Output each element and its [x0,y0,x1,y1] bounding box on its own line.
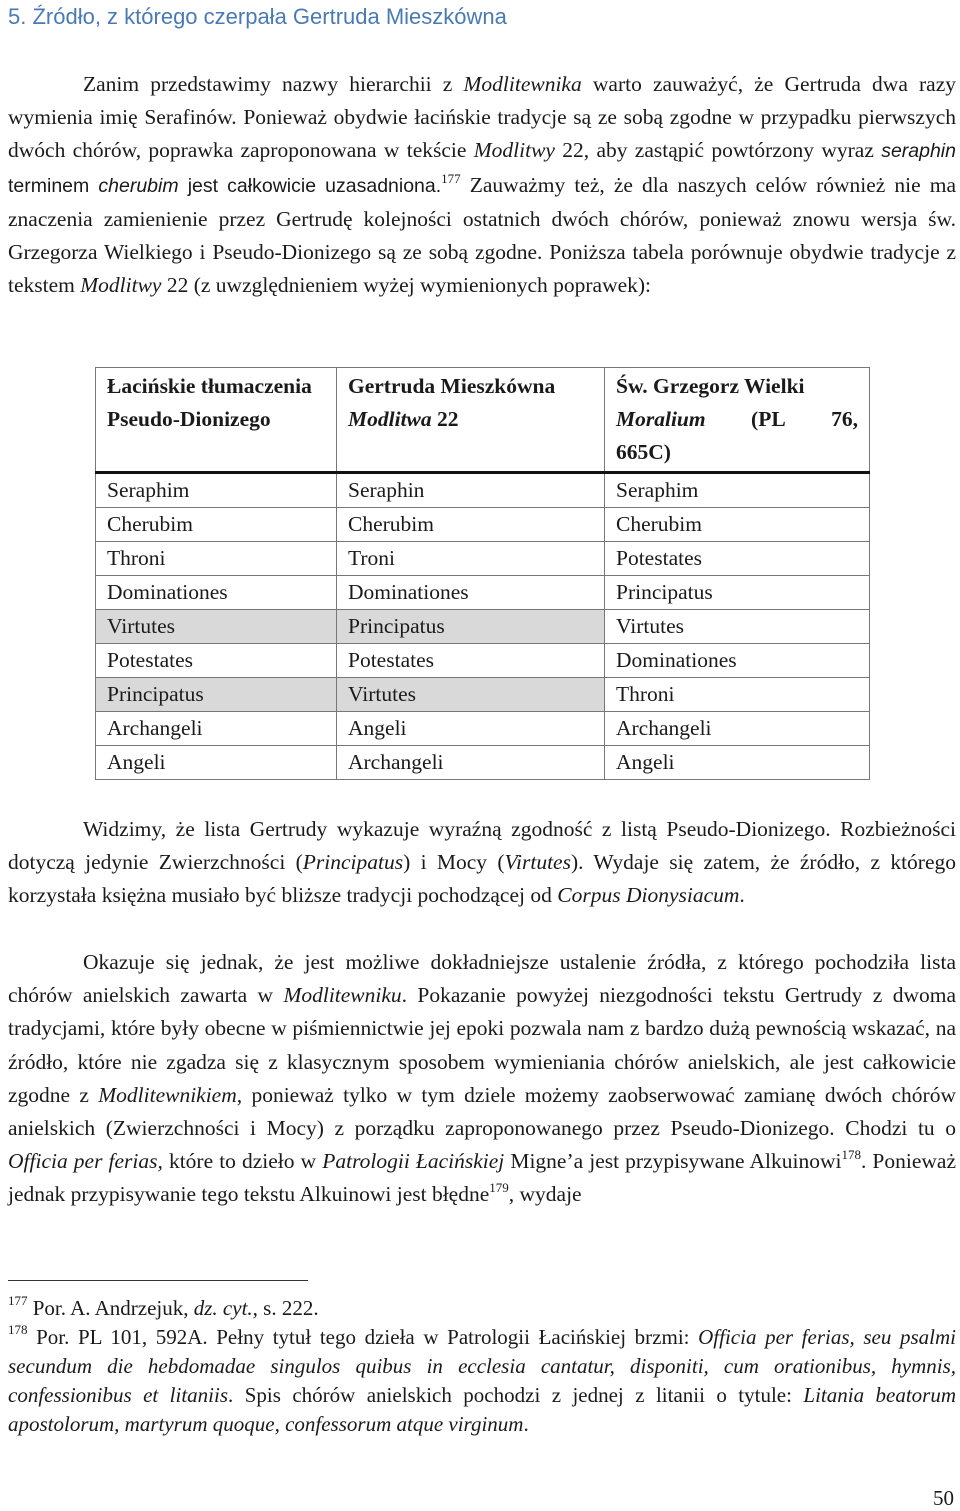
italic-run: dz. cyt. [193,1296,253,1320]
table-row [96,644,870,678]
header-gregory [605,368,870,473]
text-run: Okazuje się jednak, że jest możliwe dokładniejsze ustalenie źródła, z którego pochodziła lista chórów anielskich zawarta w [8,950,956,1008]
table-cell: Archangeli [605,712,870,746]
text-run: . Ponieważ jednak przypisywanie tego tekstu Alkuinowi jest błędne [8,1149,956,1207]
table-cell: Seraphin [337,473,605,508]
paragraph-intro [8,68,956,302]
header-text: Gertruda Mieszkówna [348,374,556,398]
text-run: Migne’a jest przypisywane Alkuinowi [504,1149,842,1174]
italic-run: Patrologii Łacińskiej [322,1149,505,1174]
table-cell: Potestates [96,644,337,678]
table-row [96,712,870,746]
header-text: 76, [831,407,858,431]
text-run: . Pokazanie powyżej niezgodności tekstu Gertrudy z dwoma tradycjami, które były obecne w piśmiennictwie jej epoki pozwala nam z bardzo dużą pewnością wskazać, na źródło, które nie zgadza się z klasycznym sposobem wymieniania chórów anielskich, ale jest całkowicie zgodne z [8,983,956,1107]
text-run: . [523,1412,529,1436]
italic-run: Modlitewniku [283,983,402,1008]
header-line [616,403,858,436]
text-run: Por. PL 101, 592A. Pełny tytuł tego dzieła w Patrologii Łacińskiej brzmi: [27,1325,699,1349]
italic-run: Modlitwy [473,138,555,163]
italic-run: Virtutes [504,850,571,875]
paragraph-source [8,946,956,1212]
table-cell: Virtutes [337,678,605,712]
footnote-number: 178 [8,1322,28,1337]
section-heading: 5. Źródło, z którego czerpała Gertruda Mieszkówna [8,4,507,29]
table-cell: Angeli [337,712,605,746]
header-text: Św. Grzegorz Wielki [616,374,805,398]
table-cell: Principatus [96,678,337,712]
choirs-comparison-table [95,367,870,780]
table-row [96,508,870,542]
table-cell: Angeli [605,746,870,780]
footnote-178 [8,1323,956,1439]
table-row [96,610,870,644]
header-italic: Moralium [616,407,706,431]
footnote-ref-177[interactable]: 177 [441,170,461,186]
text-run: 22, aby zastąpić powtórzony wyraz [554,138,882,163]
table-cell: Throni [96,542,337,576]
table-cell: Seraphim [605,473,870,508]
page-number: 50 [933,1486,954,1510]
table-cell: Angeli [96,746,337,780]
paragraph-conclusion [8,813,956,913]
table-row [96,542,870,576]
header-text: (PL [751,407,786,431]
table-cell: Potestates [337,644,605,678]
footnote-number: 177 [8,1293,28,1308]
italic-run: Principatus [302,850,404,875]
footnote-ref-179[interactable]: 179 [489,1180,509,1196]
header-text: 22 [431,407,459,431]
table-row [96,473,870,508]
italic-run: Modlitewnikiem [98,1082,237,1107]
text-run: ). Wydaje się zatem, że źródło, z którego korzystała księżna musiało być bliższe tradycji pochodzącej od [8,850,956,908]
table-cell: Dominationes [96,576,337,610]
text-run: terminem [8,174,99,197]
table-cell: Dominationes [605,644,870,678]
text-run: , ponieważ tylko w tym dziele możemy zaobserwować zamianę dwóch chórów anielskich (Zwierzchności i Mocy) z porządku zaproponowanego przez Pseudo-Dionizego. Chodzi tu o [8,1082,956,1141]
table-header-row [96,368,870,473]
text-run: Zanim przedstawimy nazwy hierarchii z [83,72,464,96]
table-cell: Dominationes [337,576,605,610]
table-cell: Virtutes [605,610,870,644]
italic-run: seraphin [881,140,956,163]
italic-run: cherubim [98,174,179,197]
table-cell: Cherubim [96,508,337,542]
table-row [96,746,870,780]
table-cell: Principatus [605,576,870,610]
text-run: , s. 222. [252,1296,319,1320]
text-run: , wydaje [508,1182,582,1207]
text-run: jest całkowicie uzasadniona. [178,174,442,197]
table-cell: Seraphim [96,473,337,508]
header-gertruda [337,368,605,473]
table-cell: Virtutes [96,610,337,644]
header-pseudo-dionysius: Łacińskie tłumaczenia Pseudo-Dionizego [96,368,337,473]
footnote-ref-178[interactable]: 178 [841,1147,861,1163]
text-run: 22 (z uwzględnieniem wyżej wymienionych poprawek): [161,273,652,298]
table-cell: Cherubim [605,508,870,542]
table-cell: Archangeli [337,746,605,780]
text-run: . [739,883,745,908]
italic-run: Modlitwy [80,273,162,298]
italic-run: Litania beatorum apostolorum, martyrum quoque, confessorum atque virginum [8,1383,956,1436]
italic-run: Officia per ferias, seu psalmi secundum die hebdomadae singulos quibus in ecclesia cantatur, disponiti, cum orationibus, hymnis, confessionibus et litaniis [8,1325,957,1407]
text-run: ) i Mocy ( [403,850,505,875]
table-cell: Cherubim [337,508,605,542]
table-cell: Archangeli [96,712,337,746]
text-run: . Spis chórów anielskich pochodzi z jednej z litanii o tytule: [228,1383,804,1407]
text-run: warto zauważyć, że Gertruda dwa razy wymienia imię Serafinów. Ponieważ obydwie łacińskie tradycje są ze sobą zgodne w przypadku pierwszych dwóch chórów, poprawka zaproponowana w tekście [8,72,957,163]
table-cell: Potestates [605,542,870,576]
table-row [96,678,870,712]
footnote-separator [8,1280,308,1281]
text-run: Zauważmy też, że dla naszych celów również nie ma znaczenia zamienienie przez Gertrudę kolejności ostatnich dwóch chórów, ponieważ znowu wersja św. Grzegorza Wielkiego i Pseudo-Dionizego są ze sobą zgodne. Poniższa tabela porównuje obydwie tradycje z tekstem [8,172,956,298]
table-cell: Throni [605,678,870,712]
text-run: Por. A. Andrzejuk, [27,1296,194,1320]
table-cell: Principatus [337,610,605,644]
table-cell: Troni [337,542,605,576]
text-run: które to dzieło w [162,1149,323,1174]
footnote-177 [8,1294,956,1323]
italic-run: Modlitewnika [463,72,582,96]
italic-run: Officia per ferias, [8,1149,163,1174]
italic-run: Corpus Dionysiacum [557,883,740,908]
header-text: 665C) [616,440,671,464]
text-run: Widzimy, że lista Gertrudy wykazuje wyraźną zgodność z listą Pseudo-Dionizego. Rozbieżności dotyczą jedynie Zwierzchności ( [8,817,956,875]
header-italic: Modlitwa [348,407,432,431]
table-row [96,576,870,610]
